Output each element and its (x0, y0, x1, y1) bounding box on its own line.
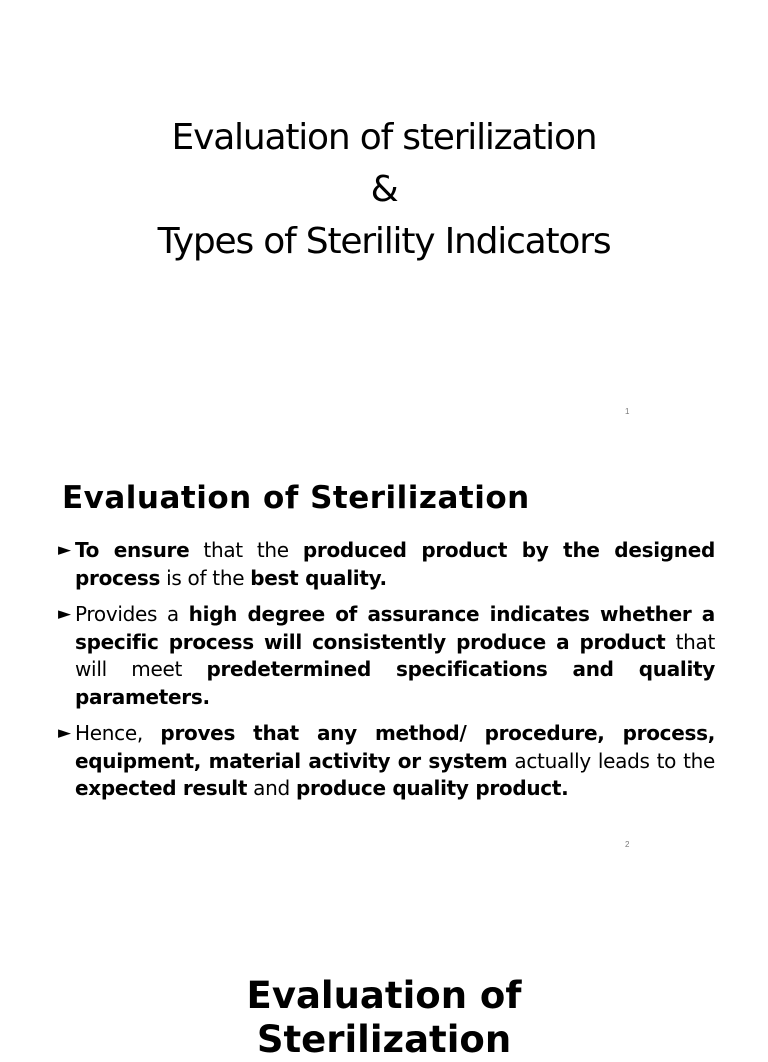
bullet-text-run: produce quality product. (295, 776, 569, 800)
slide-1-title (0, 112, 768, 268)
bullet-text-run: produced product by the designed process (75, 538, 715, 590)
slide-3-title-line: Sterilization (256, 1018, 512, 1061)
bullet-text-run: and (247, 776, 296, 800)
slide-2 (0, 440, 768, 860)
slide-1-title-line: Types of Sterility Indicators (157, 221, 611, 262)
bullet-item (58, 601, 715, 711)
bullet-text-run: actually leads to the (507, 748, 715, 773)
bullet-marker-icon: ► (58, 540, 71, 560)
bullet-text-run: expected result (75, 776, 248, 800)
bullet-marker-icon: ► (58, 723, 71, 743)
slide-1-title-line: & (370, 169, 398, 210)
bullet-text-run: predetermined specifications and quality parameters. (75, 657, 715, 709)
bullet-item (58, 537, 715, 592)
slide-1-title-line: Evaluation of sterilization (171, 117, 597, 158)
bullet-text-run: Hence, (75, 721, 161, 745)
page-number: 2 (625, 840, 630, 849)
slide-2-title: Evaluation of Sterilization (62, 480, 530, 516)
bullet-text-run: To ensure (75, 538, 190, 562)
bullet-text-run: Provides a (75, 602, 189, 626)
slide-1 (0, 0, 768, 430)
slide-3 (0, 870, 768, 1061)
bullet-text-run: proves that any method/ procedure, process, equipment, material activity or system (75, 721, 716, 773)
page-number: 1 (625, 407, 630, 416)
bullet-text-run: is of the (160, 565, 251, 590)
bullet-text-run: that the (189, 538, 303, 562)
slide-3-title-line: Evaluation of (246, 974, 522, 1017)
slide-3-title (0, 974, 768, 1062)
bullet-marker-icon: ► (58, 604, 71, 624)
bullet-item (58, 720, 715, 803)
bullet-list (58, 537, 715, 812)
bullet-text-run: best quality. (250, 565, 387, 590)
bullet-text-run: high degree of assurance indicates whether a specific process will consistently produce a product (75, 602, 715, 654)
bullet-text-run: that will meet (75, 629, 715, 681)
